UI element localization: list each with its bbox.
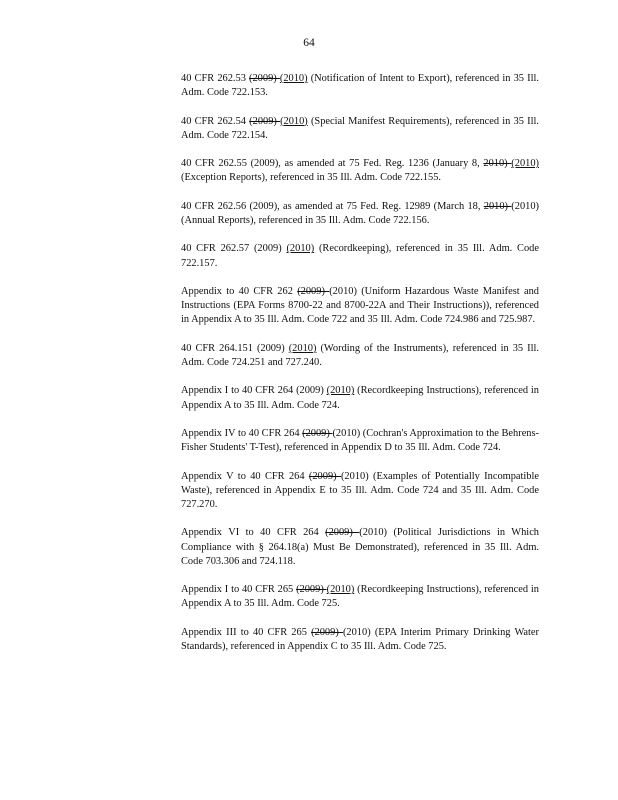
- entry-text: 40 CFR 262.55 (2009), as amended at 75 Fed. Reg. 1236 (January 8,: [181, 158, 484, 170]
- entry-text: Appendix IV to 40 CFR 264: [181, 427, 303, 439]
- entry-text: (2010) (EPA Interim Primary Drinking Water Standards), referenced in Appendix C to 35 Ill. Adm. Code 725.: [181, 626, 539, 652]
- inserted-text: (2010): [326, 584, 355, 596]
- entry-text: (Recordkeeping), referenced in 35 Ill. Adm. Code 722.157.: [181, 243, 539, 269]
- entry-text: (2010) (Annual Reports), referenced in 35 Ill. Adm. Code 722.156.: [181, 200, 539, 226]
- deleted-text: 2010): [483, 200, 512, 212]
- entry-text: (Wording of the Instruments), referenced in 35 Ill. Adm. Code 724.251 and 727.240.: [181, 342, 539, 368]
- reference-entry: [181, 157, 539, 185]
- reference-entry: [181, 384, 539, 412]
- deleted-text: (2009): [302, 427, 333, 439]
- deleted-text: (2009): [325, 527, 360, 539]
- deleted-text: (2009): [249, 115, 281, 127]
- entry-text: (2010) (Cochran's Approximation to the Behrens-Fisher Students' T-Test), referenced in Appendix D to 35 Ill. Adm. Code 724.: [181, 427, 540, 454]
- entry-text: (2010) (Political Jurisdictions in Which Compliance with § 264.18(a) Must Be Demonstrated), referenced in 35 Ill. Adm. Code 703.306 and 724.118.: [181, 527, 539, 567]
- entry-text: (2010) (Examples of Potentially Incompatible Waste), referenced in Appendix E to 35 Ill. Adm. Code 724 and 35 Ill. Adm. Code 727.270.: [181, 470, 539, 510]
- entry-text: Appendix to 40 CFR 262: [181, 285, 298, 297]
- reference-entry: [181, 470, 539, 513]
- inserted-text: (2010): [288, 342, 317, 354]
- reference-list: [181, 72, 539, 668]
- deleted-text: (2009): [249, 73, 280, 84]
- entry-text: (Recordkeeping Instructions), referenced in Appendix A to 35 Ill. Adm. Code 724.: [181, 385, 539, 411]
- entry-text: 40 CFR 262.54: [181, 115, 250, 127]
- reference-entry: [181, 72, 539, 100]
- deleted-text: (2009): [297, 285, 330, 297]
- entry-text: Appendix VI to 40 CFR 264: [181, 527, 326, 539]
- page-number: 64: [303, 37, 315, 49]
- entry-text: Appendix I to 40 CFR 264 (2009): [181, 385, 327, 397]
- entry-text: 40 CFR 262.57 (2009): [181, 243, 287, 255]
- inserted-text: (2010): [511, 158, 539, 170]
- entry-text: (2010) (Uniform Hazardous Waste Manifest and Instructions (EPA Forms 8700-22 and 8700-22A and Their Instructions)), referenced in Appendix A to 35 Ill. Adm. Code 722 and 35 Ill. Adm. Code 724.986 and 725.987.: [181, 285, 539, 326]
- entry-text: 40 CFR 264.151 (2009): [181, 342, 289, 354]
- entry-text: Appendix I to 40 CFR 265: [181, 584, 297, 596]
- entry-text: 40 CFR 262.53: [181, 73, 250, 84]
- inserted-text: (2010): [280, 115, 308, 127]
- entry-text: (Special Manifest Requirements), referenced in 35 Ill. Adm. Code 722.154.: [181, 115, 539, 141]
- deleted-text: 2010): [483, 158, 512, 170]
- entry-text: (Recordkeeping Instructions), referenced in Appendix A to 35 Ill. Adm. Code 725.: [181, 584, 539, 610]
- inserted-text: (2010): [286, 243, 315, 255]
- entry-text: 40 CFR 262.56 (2009), as amended at 75 Fed. Reg. 12989 (March 18,: [181, 200, 484, 212]
- entry-text: (Exception Reports), referenced in 35 Ill. Adm. Code 722.155.: [181, 172, 441, 184]
- deleted-text: (2009): [308, 470, 341, 482]
- inserted-text: (2010): [326, 385, 355, 397]
- reference-entry: [181, 200, 539, 228]
- reference-entry: [181, 342, 539, 370]
- inserted-text: (2010): [279, 73, 308, 84]
- entry-text: Appendix III to 40 CFR 265: [181, 626, 312, 638]
- reference-entry: [181, 526, 539, 569]
- reference-entry: [181, 626, 539, 654]
- entry-text: (Notification of Intent to Export), referenced in 35 Ill. Adm. Code 722.153.: [181, 73, 539, 99]
- deleted-text: (2009): [311, 626, 343, 638]
- reference-entry: [181, 427, 539, 455]
- reference-entry: [181, 583, 539, 611]
- reference-entry: [181, 242, 539, 270]
- reference-entry: [181, 115, 539, 143]
- entry-text: Appendix V to 40 CFR 264: [181, 470, 309, 482]
- deleted-text: (2009): [296, 584, 327, 596]
- reference-entry: [181, 285, 539, 328]
